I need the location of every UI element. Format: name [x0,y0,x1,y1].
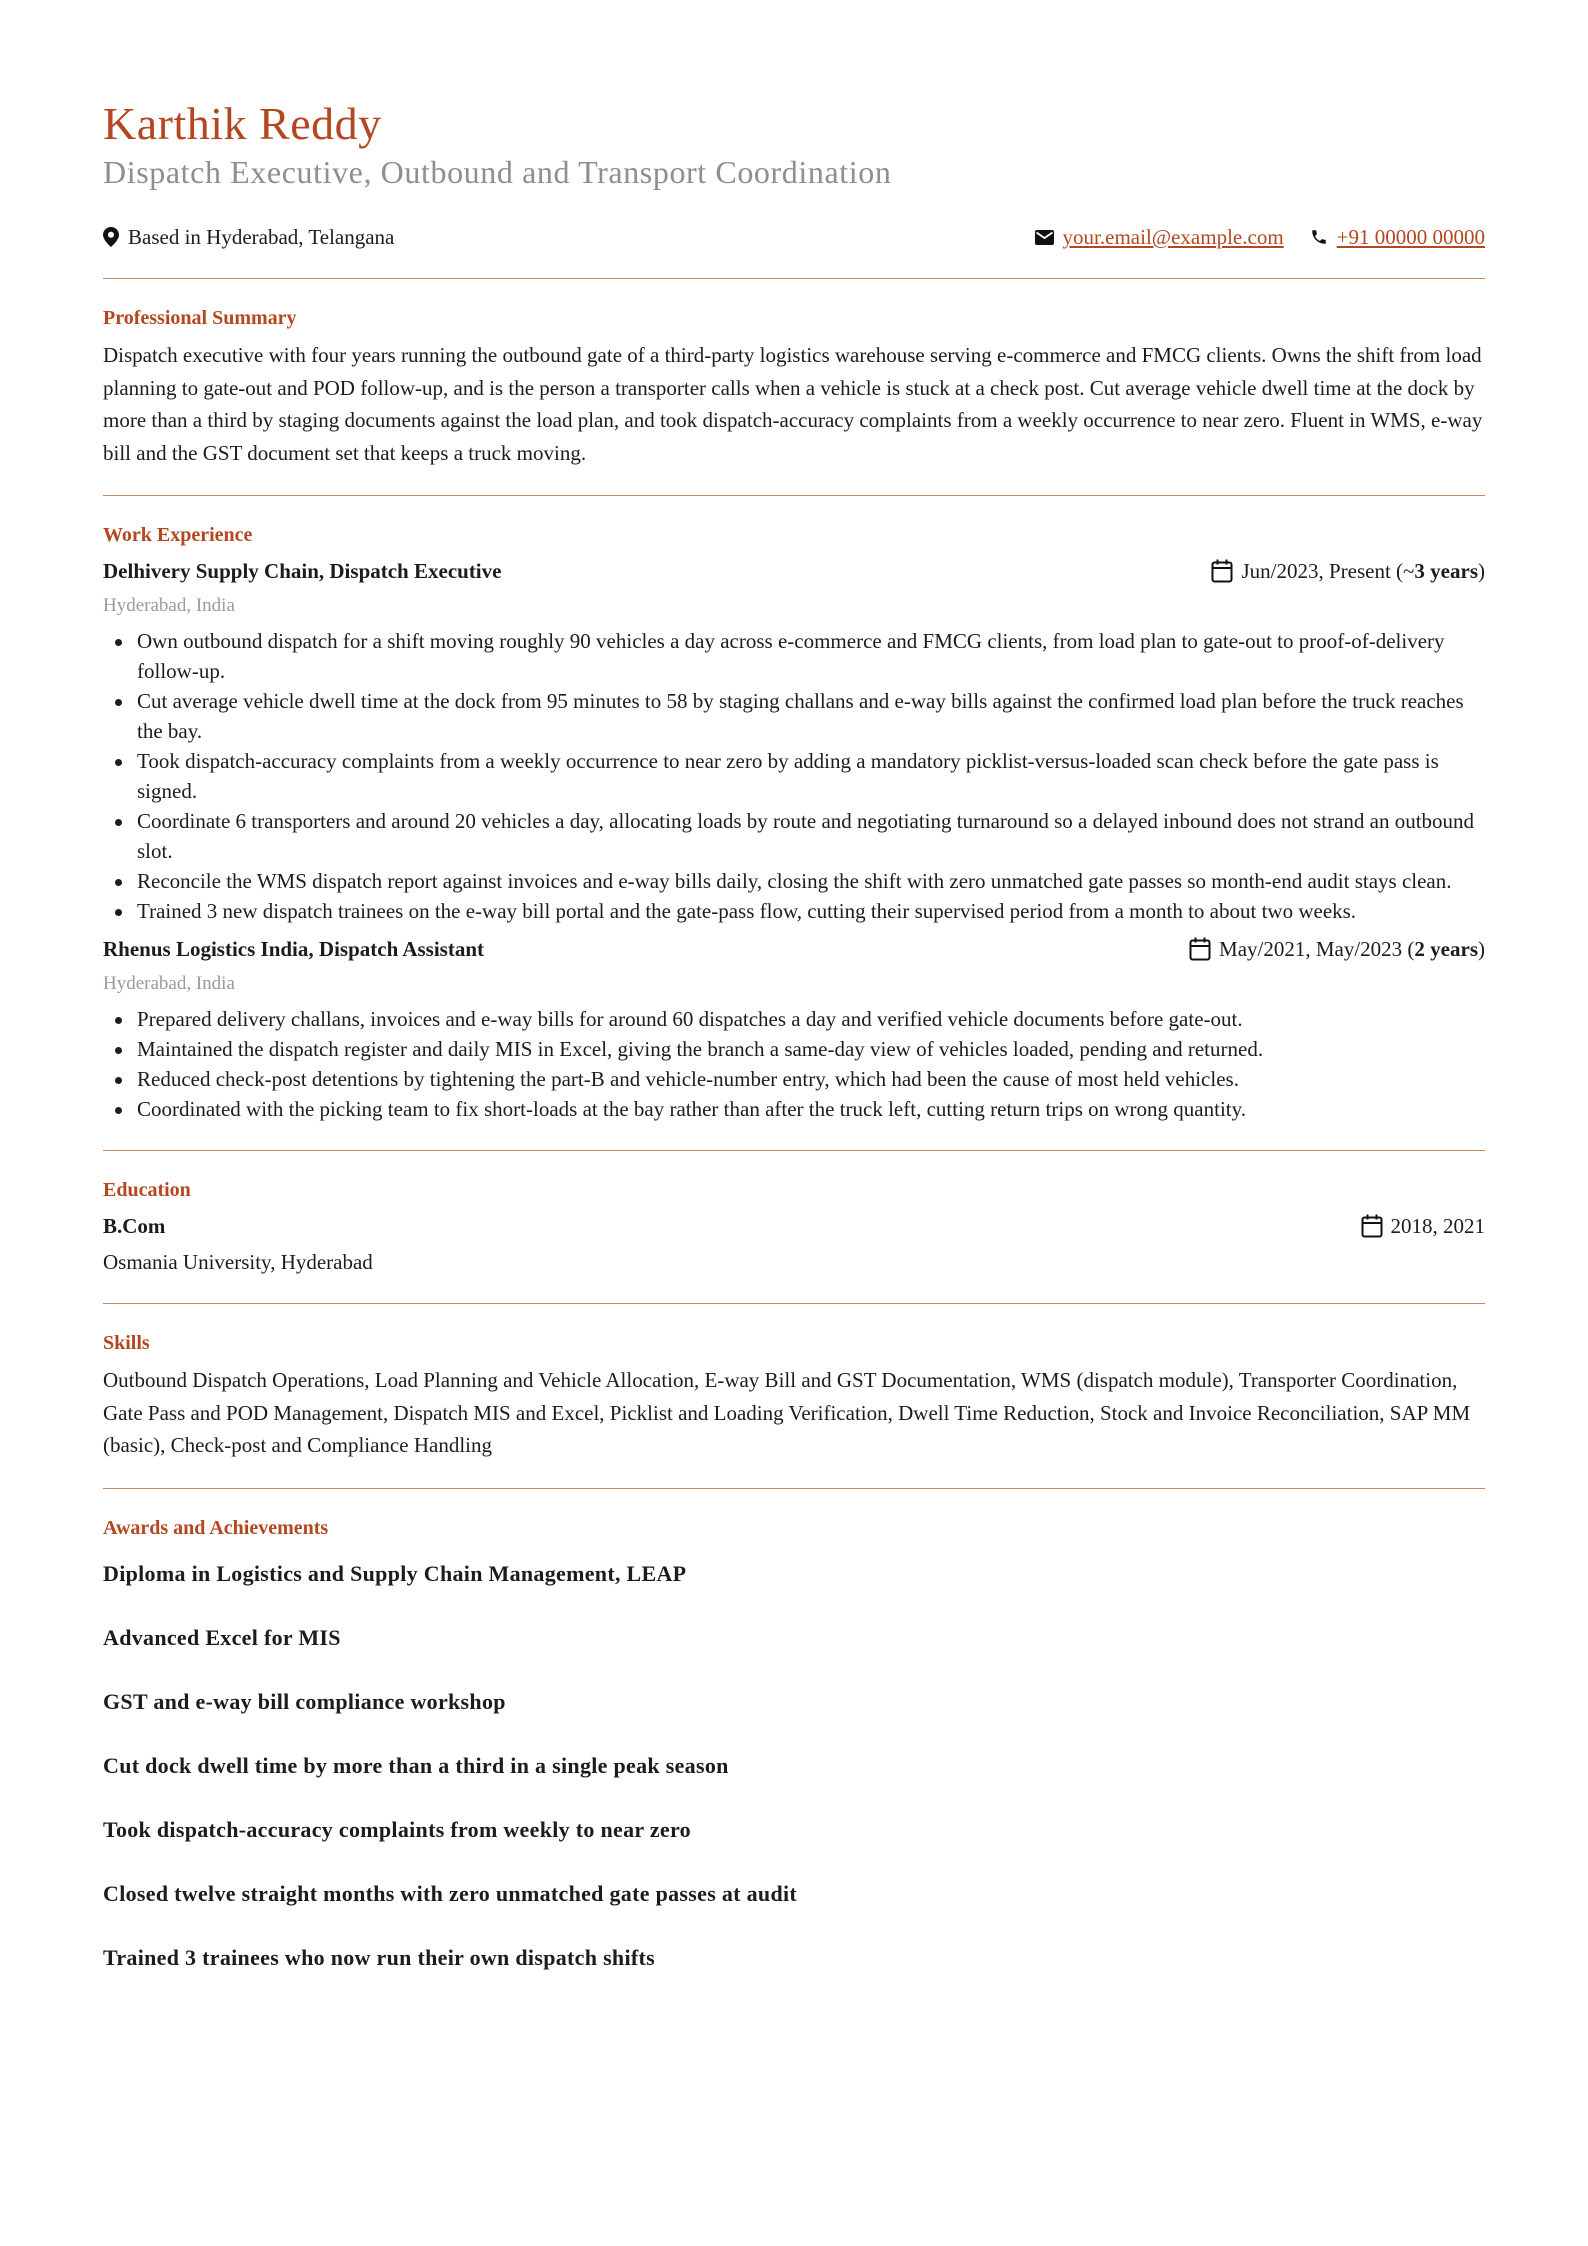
job-entry [103,556,1485,926]
awards-title: Awards and Achievements [103,1516,329,1539]
job-position: Dispatch Assistant [318,937,485,961]
job-date [1211,556,1485,586]
degree-name: B.Com [103,1214,166,1238]
job-date-close: ) [1478,937,1485,961]
experience-section [103,496,1485,1124]
summary-section [103,279,1485,469]
job-title: Delhivery Supply Chain, Dispatch Executive [103,559,502,583]
list-item: Reduced check-post detentions by tightening the part-B and vehicle-number entry, which had been the cause of most held vehicles. [103,1064,1485,1094]
phone-item [1310,223,1485,251]
skills-title: Skills [103,1332,150,1354]
summary-title: Professional Summary [103,307,297,329]
award-item: Trained 3 trainees who now run their own dispatch shifts [103,1944,655,1970]
job-location: Hyderabad, India [103,973,235,994]
education-title: Education [103,1179,191,1201]
job-bullets [103,1004,1485,1124]
calendar-icon [1361,1214,1383,1238]
job-position: Dispatch Executive [329,559,502,583]
list-item: Coordinate 6 transporters and around 20 vehicles a day, allocating loads by route and negotiating turnaround so a delayed inbound does not strand an outbound slot. [103,806,1485,866]
map-pin-icon [103,227,119,247]
award-item: Closed twelve straight months with zero unmatched gate passes at audit [103,1880,798,1906]
email-link[interactable]: your.email@example.com [1062,225,1284,249]
location-text: Based in Hyderabad, Telangana [128,225,395,249]
job-entry [103,934,1485,1124]
candidate-role: Dispatch Executive, Outbound and Transport Coordination [103,154,892,190]
contact-row [103,222,1485,252]
job-date-text: Jun/2023, Present (~ [1241,559,1415,583]
summary-text: Dispatch executive with four years running the outbound gate of a third-party logistics warehouse serving e-commerce and FMCG clients. Owns the shift from load planning to gate-out and POD follow-up, and is the person a transporter calls when a vehicle is stuck at a check post. Cut average vehicle dwell time at the dock by more than a third by staging documents against the load plan, and took dispatch-accuracy complaints from a weekly occurrence to near zero. Fluent in WMS, e-way bill and the GST document set that keeps a truck moving. [103,343,1483,465]
list-item: Coordinated with the picking team to fix short-loads at the bay rather than after the truck left, cutting return trips on wrong quantity. [103,1094,1485,1124]
award-item: Diploma in Logistics and Supply Chain Management, LEAP [103,1560,687,1586]
list-item: Cut average vehicle dwell time at the dock from 95 minutes to 58 by staging challans and e-way bills against the confirmed load plan before the truck reaches the bay. [103,686,1485,746]
awards-section [103,1489,1485,1973]
experience-title: Work Experience [103,524,253,546]
job-company: Delhivery Supply Chain [103,559,319,583]
awards-list [103,1559,1485,1973]
phone-icon [1310,228,1328,246]
job-bullets [103,626,1485,926]
list-item: Reconcile the WMS dispatch report against invoices and e-way bills daily, closing the shift with zero unmatched gate passes so month-end audit stays clean. [103,866,1485,896]
job-duration: 3 years [1414,559,1478,583]
job-date [1189,934,1485,964]
list-item: Took dispatch-accuracy complaints from a weekly occurrence to near zero by adding a mandatory picklist-versus-loaded scan check before the gate pass is signed. [103,746,1485,806]
location-info [103,223,394,251]
job-date-close: ) [1478,559,1485,583]
skills-section [103,1304,1485,1462]
calendar-icon [1189,937,1211,961]
contact-links [1009,223,1485,251]
job-duration: 2 years [1414,937,1478,961]
job-location: Hyderabad, India [103,595,235,616]
education-date [1361,1211,1486,1241]
education-header [103,1211,1485,1241]
list-item: Trained 3 new dispatch trainees on the e-way bill portal and the gate-pass flow, cutting their supervised period from a month to about two weeks. [103,896,1485,926]
skills-text: Outbound Dispatch Operations, Load Planning and Vehicle Allocation, E-way Bill and GST Documentation, WMS (dispatch module), Transporter Coordination, Gate Pass and POD Management, Dispatch MIS and Excel, Picklist and Loading Verification, Dwell Time Reduction, Stock and Invoice Reconciliation, SAP MM (basic), Check-post and Compliance Handling [103,1368,1471,1457]
list-item: Prepared delivery challans, invoices and e-way bills for around 60 dispatches a day and verified vehicle documents before gate-out. [103,1004,1485,1034]
award-item: Cut dock dwell time by more than a third in a single peak season [103,1752,729,1778]
envelope-icon [1035,230,1054,245]
email-item [1035,223,1284,251]
phone-link[interactable]: +91 00000 00000 [1336,225,1485,249]
education-section [103,1151,1485,1277]
list-item: Maintained the dispatch register and daily MIS in Excel, giving the branch a same-day view of vehicles loaded, pending and returned. [103,1034,1485,1064]
list-item: Own outbound dispatch for a shift moving roughly 90 vehicles a day across e-commerce and FMCG clients, from load plan to gate-out to proof-of-delivery follow-up. [103,626,1485,686]
calendar-icon [1211,559,1233,583]
school-name: Osmania University, Hyderabad [103,1250,373,1274]
job-header [103,934,1485,964]
candidate-name: Karthik Reddy [103,98,382,149]
job-title: Rhenus Logistics India, Dispatch Assistant [103,937,485,961]
award-item: GST and e-way bill compliance workshop [103,1688,506,1714]
award-item: Advanced Excel for MIS [103,1624,341,1650]
job-header [103,556,1485,586]
education-date-text: 2018, 2021 [1390,1214,1485,1238]
resume-header [103,96,1485,252]
award-item: Took dispatch-accuracy complaints from weekly to near zero [103,1816,691,1842]
job-company: Rhenus Logistics India [103,937,309,961]
job-date-text: May/2021, May/2023 ( [1219,937,1415,961]
